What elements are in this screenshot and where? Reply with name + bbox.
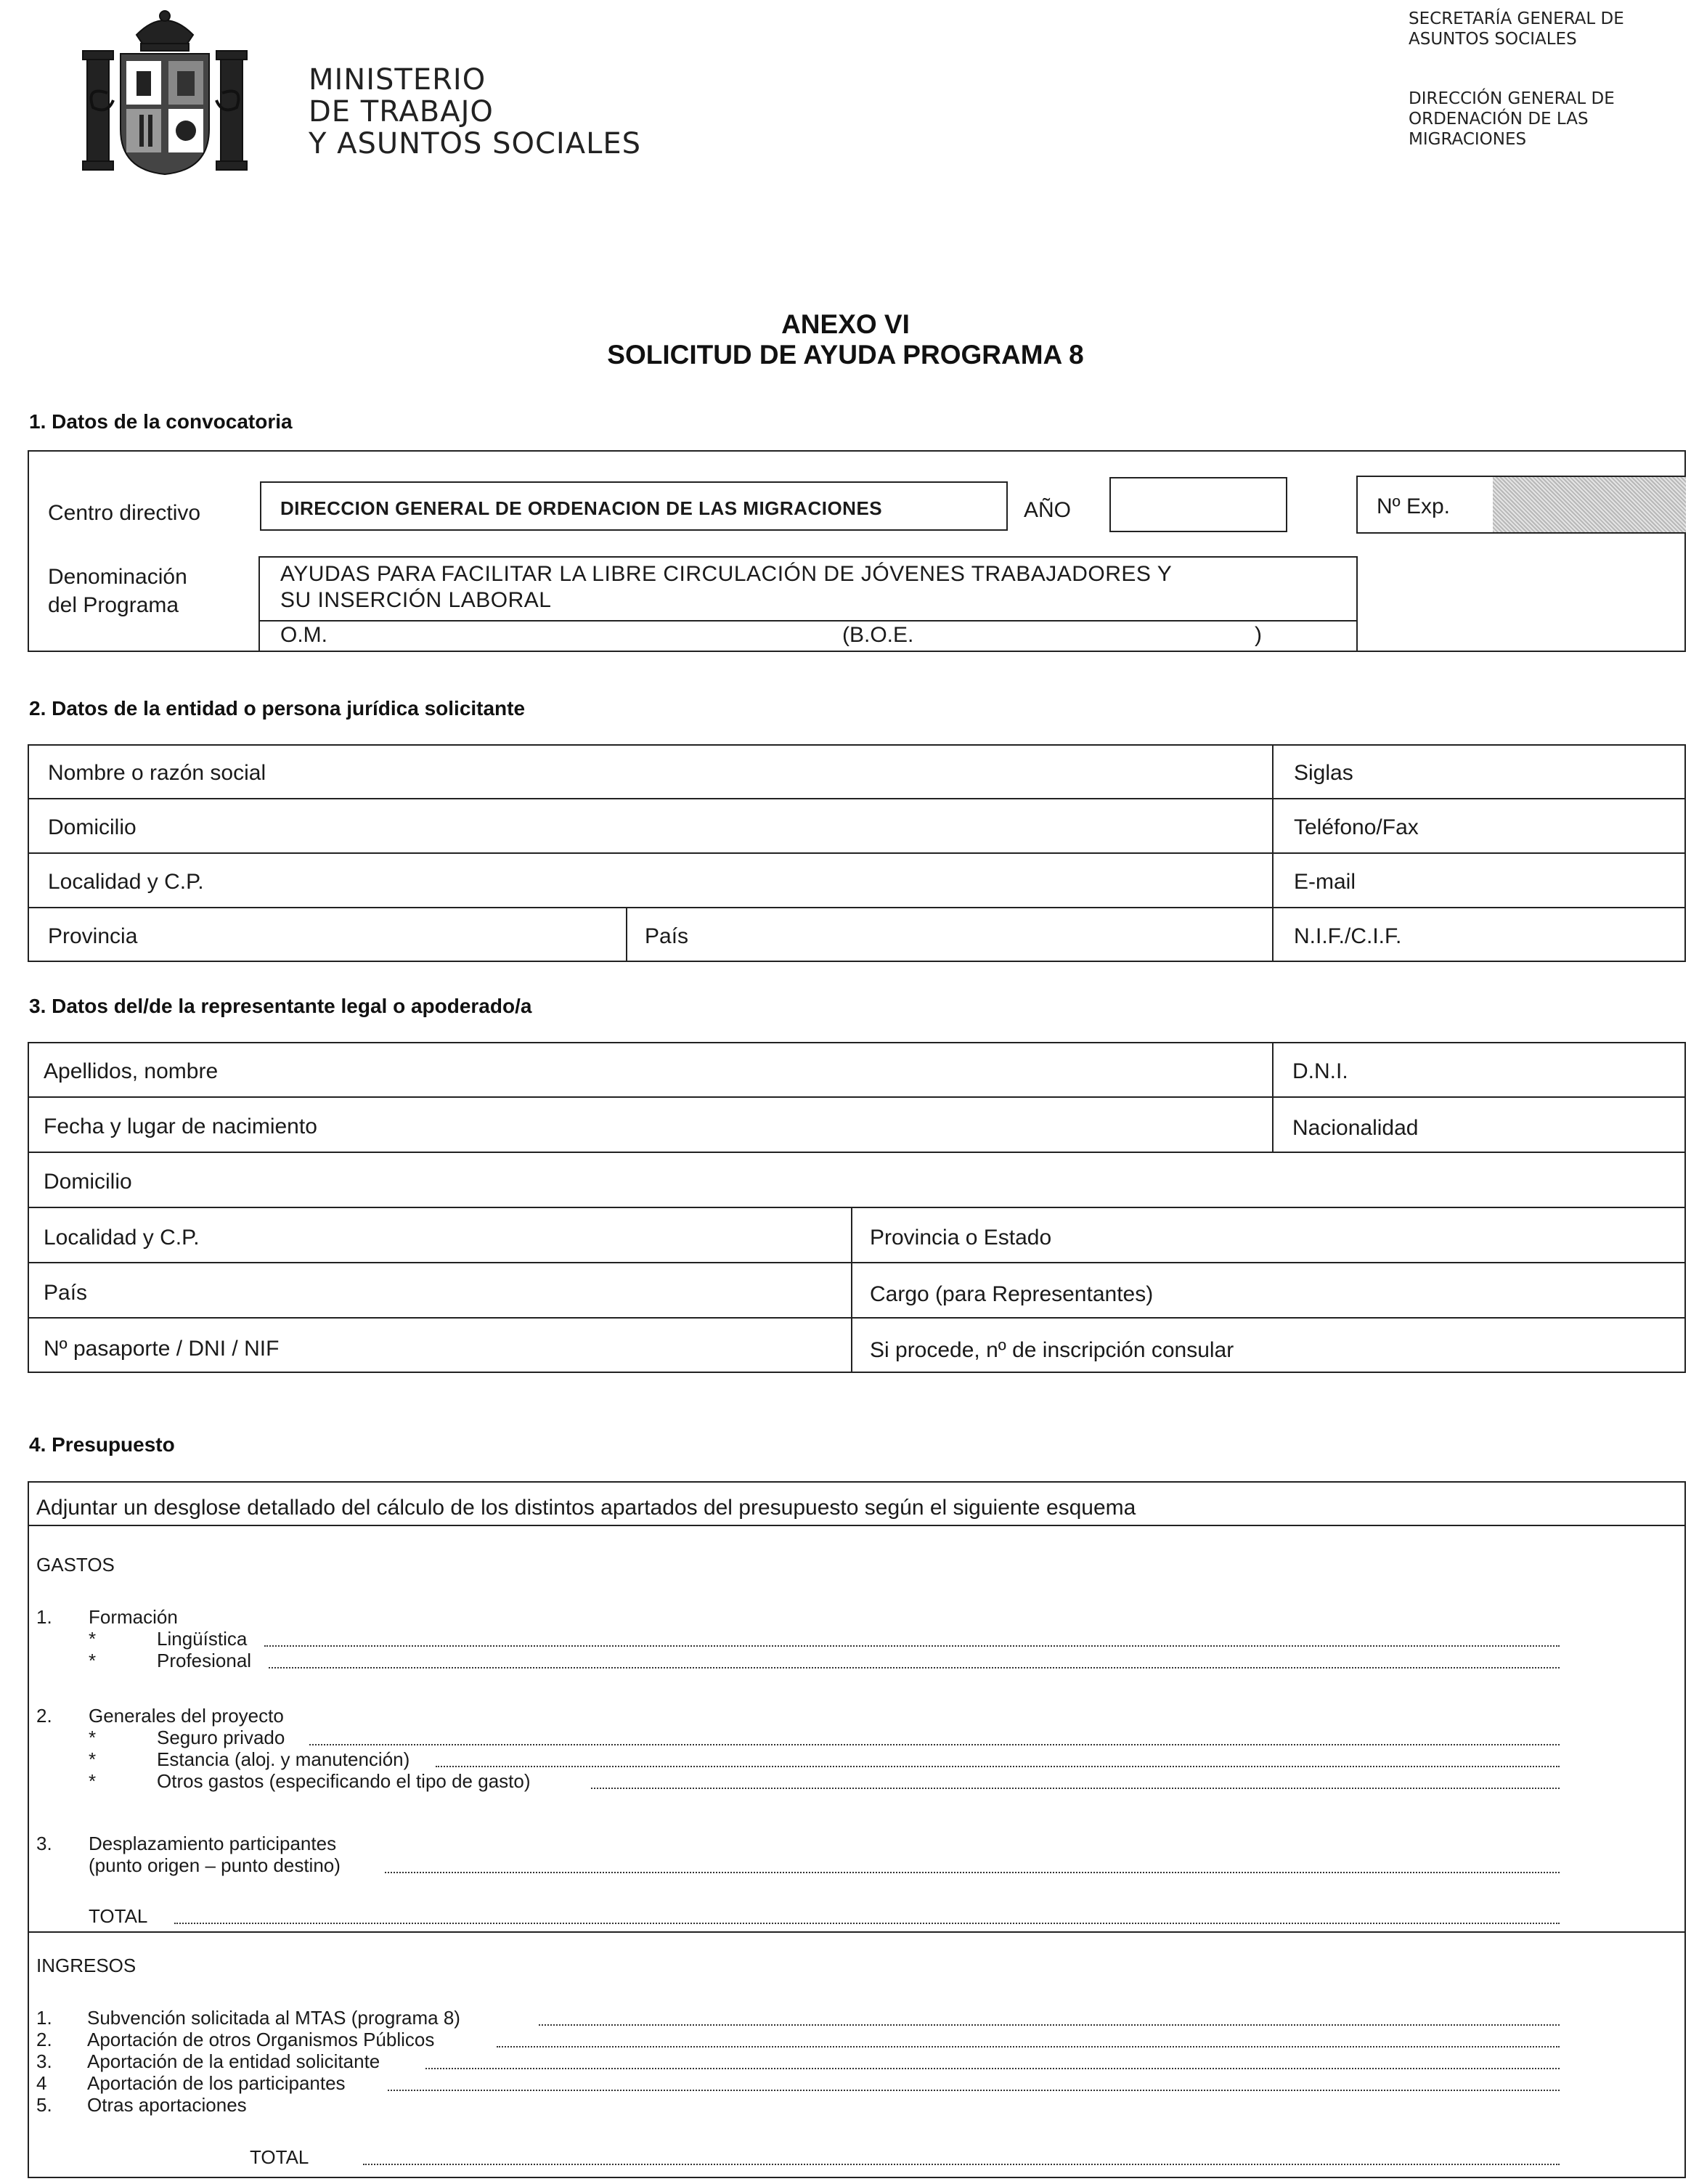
coat-of-arms-logo bbox=[78, 6, 251, 177]
denominacion-value-1: AYUDAS PARA FACILITAR LA LIBRE CIRCULACIÓN DE JÓVENES TRABAJADORES Y bbox=[280, 562, 1173, 586]
s2-row-line-2 bbox=[28, 852, 1686, 854]
gastos-num-2: 2. bbox=[36, 1705, 52, 1727]
apellidos-nombre-field[interactable]: Apellidos, nombre bbox=[44, 1059, 219, 1083]
ano-field[interactable] bbox=[1109, 477, 1287, 532]
denominacion-field[interactable] bbox=[258, 556, 1358, 652]
section-3-heading: 3. Datos del/de la representante legal o apoderado/a bbox=[29, 995, 532, 1017]
secretaria-line-1: SECRETARÍA GENERAL DE bbox=[1409, 9, 1624, 28]
ingreso-5-num: 5. bbox=[36, 2094, 52, 2116]
presupuesto-intro: Adjuntar un desglose detallado del cálculo de los distintos apartados del presupuesto según el siguiente esquema bbox=[36, 1496, 1136, 1520]
seguro-label: Seguro privado bbox=[157, 1727, 285, 1748]
boe-label: (B.O.E. bbox=[842, 623, 914, 647]
ano-label: AÑO bbox=[1024, 498, 1072, 522]
s3-row-line-3 bbox=[28, 1207, 1686, 1208]
bullet-otros: * bbox=[89, 1770, 97, 1792]
estancia-label: Estancia (aloj. y manutención) bbox=[157, 1748, 410, 1770]
provincia-estado-field[interactable]: Provincia o Estado bbox=[870, 1226, 1052, 1250]
s2-row-line-3 bbox=[28, 907, 1686, 908]
centro-directivo-label: Centro directivo bbox=[48, 501, 201, 525]
document-title-solicitud: SOLICITUD DE AYUDA PROGRAMA 8 bbox=[607, 340, 1084, 370]
ministry-line-3: Y ASUNTOS SOCIALES bbox=[309, 127, 642, 160]
ingreso-3-label: Aportación de la entidad solicitante bbox=[87, 2050, 380, 2072]
denominacion-value-2: SU INSERCIÓN LABORAL bbox=[280, 588, 552, 612]
ingresos-title: INGRESOS bbox=[36, 1955, 136, 1976]
ingreso-1-num: 1. bbox=[36, 2007, 52, 2029]
seguro-amount-field[interactable] bbox=[309, 1744, 1560, 1745]
ingreso-4-amount-field[interactable] bbox=[388, 2090, 1560, 2091]
nacionalidad-field[interactable]: Nacionalidad bbox=[1292, 1116, 1419, 1140]
ingresos-total-label: TOTAL bbox=[250, 2146, 309, 2168]
ministry-line-2: DE TRABAJO bbox=[309, 95, 494, 129]
rep-pais-field[interactable]: País bbox=[44, 1281, 88, 1305]
rep-domicilio-field[interactable]: Domicilio bbox=[44, 1170, 132, 1194]
linguistica-amount-field[interactable] bbox=[264, 1645, 1560, 1647]
fecha-lugar-nacimiento-field[interactable]: Fecha y lugar de nacimiento bbox=[44, 1115, 317, 1138]
denominacion-label-2: del Programa bbox=[48, 593, 179, 617]
s3-row-line-4 bbox=[28, 1262, 1686, 1263]
ingreso-1-label: Subvención solicitada al MTAS (programa 8) bbox=[87, 2007, 460, 2029]
n-exp-shaded-area bbox=[1493, 477, 1686, 532]
siglas-field[interactable]: Siglas bbox=[1294, 761, 1353, 785]
ministry-line-1: MINISTERIO bbox=[309, 63, 486, 97]
formacion-label: Formación bbox=[89, 1606, 178, 1628]
gastos-num-3: 3. bbox=[36, 1833, 52, 1854]
rep-localidad-cp-field[interactable]: Localidad y C.P. bbox=[44, 1226, 200, 1250]
bullet-profesional: * bbox=[89, 1650, 97, 1671]
pais-field[interactable]: País bbox=[645, 924, 689, 948]
desplazamiento-label: Desplazamiento participantes bbox=[89, 1833, 337, 1854]
inscripcion-consular-field[interactable]: Si procede, nº de inscripción consular bbox=[870, 1338, 1234, 1362]
domicilio-field[interactable]: Domicilio bbox=[48, 815, 136, 839]
localidad-cp-field[interactable]: Localidad y C.P. bbox=[48, 870, 204, 894]
estancia-amount-field[interactable] bbox=[436, 1766, 1560, 1767]
centro-directivo-value: DIRECCION GENERAL DE ORDENACION DE LAS MIGRACIONES bbox=[280, 497, 883, 519]
direccion-line-3: MIGRACIONES bbox=[1409, 130, 1527, 149]
secretaria-block bbox=[1409, 9, 1624, 49]
s2-provincia-divider bbox=[626, 907, 627, 962]
direccion-line-1: DIRECCIÓN GENERAL DE bbox=[1409, 89, 1615, 108]
document-title-anexo: ANEXO VI bbox=[781, 309, 910, 339]
bullet-estancia: * bbox=[89, 1748, 97, 1770]
telefono-fax-field[interactable]: Teléfono/Fax bbox=[1294, 815, 1419, 839]
ingreso-5-label: Otras aportaciones bbox=[87, 2094, 247, 2116]
generales-label: Generales del proyecto bbox=[89, 1705, 284, 1727]
ingreso-2-num: 2. bbox=[36, 2029, 52, 2050]
s3-row-line-1 bbox=[28, 1096, 1686, 1098]
gastos-total-label: TOTAL bbox=[89, 1905, 148, 1927]
ingreso-1-amount-field[interactable] bbox=[539, 2024, 1560, 2026]
pasaporte-dni-nif-field[interactable]: Nº pasaporte / DNI / NIF bbox=[44, 1337, 280, 1361]
n-exp-label: Nº Exp. bbox=[1377, 494, 1450, 518]
s3-row-line-5 bbox=[28, 1317, 1686, 1319]
section-4-heading: 4. Presupuesto bbox=[29, 1433, 175, 1456]
nif-cif-field[interactable]: N.I.F./C.I.F. bbox=[1294, 924, 1402, 948]
dni-field[interactable]: D.N.I. bbox=[1292, 1059, 1348, 1083]
direccion-line-2: ORDENACIÓN DE LAS bbox=[1409, 110, 1589, 129]
linguistica-label: Lingüística bbox=[157, 1628, 248, 1650]
profesional-label: Profesional bbox=[157, 1650, 252, 1671]
om-label: O.M. bbox=[280, 623, 327, 647]
s3-col-line-top bbox=[1272, 1042, 1274, 1152]
provincia-field[interactable]: Provincia bbox=[48, 924, 138, 948]
direccion-block bbox=[1409, 89, 1615, 150]
desplazamiento-amount-field[interactable] bbox=[385, 1872, 1560, 1873]
cargo-field[interactable]: Cargo (para Representantes) bbox=[870, 1282, 1154, 1306]
gastos-total-field[interactable] bbox=[174, 1923, 1560, 1924]
bullet-linguistica: * bbox=[89, 1628, 97, 1650]
ingresos-total-field[interactable] bbox=[363, 2164, 1560, 2165]
centro-directivo-field[interactable] bbox=[260, 481, 1008, 531]
otros-gastos-amount-field[interactable] bbox=[591, 1788, 1560, 1789]
n-exp-field[interactable] bbox=[1356, 476, 1686, 534]
denominacion-label-1: Denominación bbox=[48, 565, 187, 589]
gastos-num-1: 1. bbox=[36, 1606, 52, 1628]
ingreso-2-amount-field[interactable] bbox=[497, 2046, 1560, 2048]
s3-col-line-bottom bbox=[851, 1207, 852, 1373]
om-divider bbox=[260, 620, 1356, 622]
s4-intro-line bbox=[28, 1525, 1686, 1526]
origen-destino-label: (punto origen – punto destino) bbox=[89, 1854, 341, 1876]
ministry-name bbox=[309, 64, 641, 160]
ingreso-4-label: Aportación de los participantes bbox=[87, 2072, 346, 2094]
bullet-seguro: * bbox=[89, 1727, 97, 1748]
s4-gastos-ingresos-line bbox=[28, 1931, 1686, 1933]
boe-close: ) bbox=[1255, 623, 1262, 647]
secretaria-line-2: ASUNTOS SOCIALES bbox=[1409, 30, 1577, 49]
section-2-heading: 2. Datos de la entidad o persona jurídica solicitante bbox=[29, 697, 526, 720]
s2-row-line-1 bbox=[28, 798, 1686, 799]
email-field[interactable]: E-mail bbox=[1294, 870, 1356, 894]
ingreso-3-amount-field[interactable] bbox=[425, 2068, 1560, 2069]
ingreso-2-label: Aportación de otros Organismos Públicos bbox=[87, 2029, 435, 2050]
section-1-heading: 1. Datos de la convocatoria bbox=[29, 410, 293, 433]
s2-col-line bbox=[1272, 744, 1274, 962]
nombre-razon-social-field[interactable]: Nombre o razón social bbox=[48, 761, 266, 785]
ingreso-4-num: 4 bbox=[36, 2072, 47, 2094]
s3-row-line-2 bbox=[28, 1152, 1686, 1153]
ingreso-3-num: 3. bbox=[36, 2050, 52, 2072]
profesional-amount-field[interactable] bbox=[269, 1667, 1560, 1668]
gastos-title: GASTOS bbox=[36, 1554, 115, 1576]
otros-gastos-label: Otros gastos (especificando el tipo de gasto) bbox=[157, 1770, 531, 1792]
